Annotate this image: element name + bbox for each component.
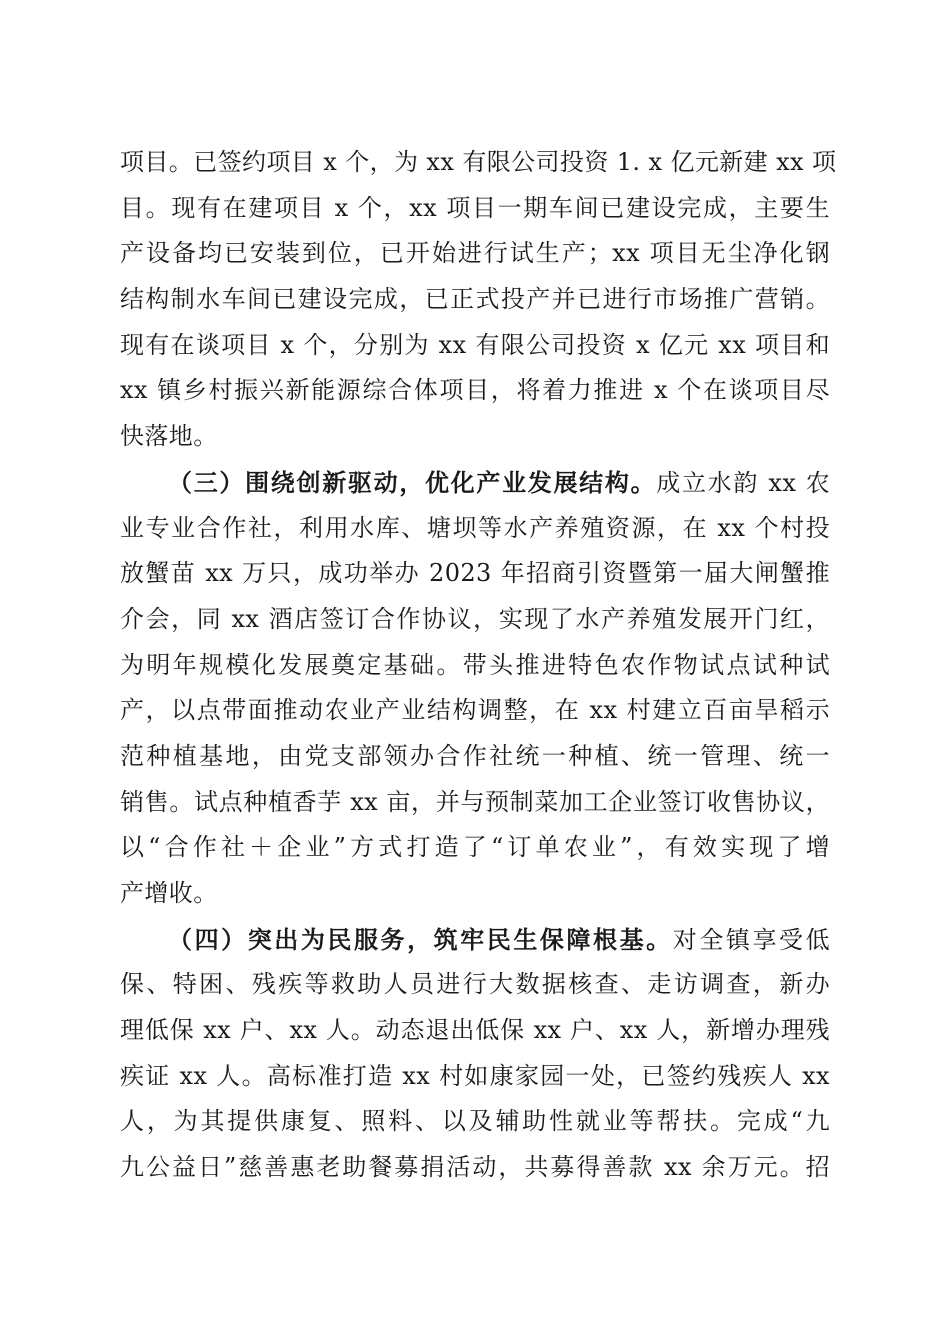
- text-line: 现有在谈项目 x 个，分别为 xx 有限公司投资 x 亿元 xx 项目和: [120, 330, 830, 359]
- section-heading-4: （四）突出为民服务，筑牢民生保障根基。: [168, 924, 673, 954]
- text-line: 产增收。: [120, 879, 218, 907]
- text-line: 快落地。: [120, 422, 218, 451]
- text-line: 为明年规模化发展奠定基础。带头推进特色农作物试点试种试: [120, 650, 830, 679]
- text-line: 范种植基地，由党支部领办合作社统一种植、统一管理、统一: [120, 741, 830, 770]
- text-line: 介会，同 xx 酒店签订合作协议，实现了水产养殖发展开门红，: [120, 604, 830, 633]
- section-heading-line: [120, 917, 830, 963]
- text-line: 疾证 xx 人。高标准打造 xx 村如康家园一处，已签约残疾人 xx: [120, 1061, 830, 1090]
- body-text: [120, 140, 837, 1191]
- text-line: 项目。已签约项目 x 个，为 xx 有限公司投资 1. x 亿元新建 xx 项: [120, 148, 837, 176]
- section-heading-3: （三）围绕创新驱动，优化产业发展结构。: [168, 467, 657, 497]
- text-line: 九公益日”慈善惠老助餐募捐活动，共募得善款 xx 余万元。招: [120, 1153, 830, 1182]
- text-line: 产，以点带面推动农业产业结构调整，在 xx 村建立百亩旱稻示: [120, 696, 830, 725]
- text-line: 结构制水车间已建设完成，已正式投产并已进行市场推广营销。: [120, 285, 830, 314]
- text-line: 目。现有在建项目 x 个，xx 项目一期车间已建设完成，主要生: [120, 193, 830, 222]
- heading-line-rest: 成立水韵 xx 农: [656, 468, 830, 497]
- text-line: 产设备均已安装到位，已开始进行试生产；xx 项目无尘净化钢: [120, 239, 830, 268]
- text-line: 以“合作社＋企业”方式打造了“订单农业”，有效实现了增: [120, 833, 830, 862]
- text-line: 理低保 xx 户、xx 人。动态退出低保 xx 户、xx 人，新增办理残: [120, 1016, 830, 1045]
- section-heading-line: [120, 460, 830, 506]
- text-line: 人，为其提供康复、照料、以及辅助性就业等帮扶。完成“九: [120, 1107, 830, 1136]
- text-line: 放蟹苗 xx 万只，成功举办 2023 年招商引资暨第一届大闸蟹推: [120, 559, 830, 588]
- heading-line-rest: 对全镇享受低: [672, 925, 830, 954]
- text-line: 保、特困、残疾等救助人员进行大数据核查、走访调查，新办: [120, 970, 830, 999]
- text-line: xx 镇乡村振兴新能源综合体项目，将着力推进 x 个在谈项目尽: [120, 376, 830, 405]
- text-line: 业专业合作社，利用水库、塘坝等水产养殖资源，在 xx 个村投: [120, 513, 830, 542]
- text-line: 销售。试点种植香芋 xx 亩，并与预制菜加工企业签订收售协议，: [120, 787, 830, 816]
